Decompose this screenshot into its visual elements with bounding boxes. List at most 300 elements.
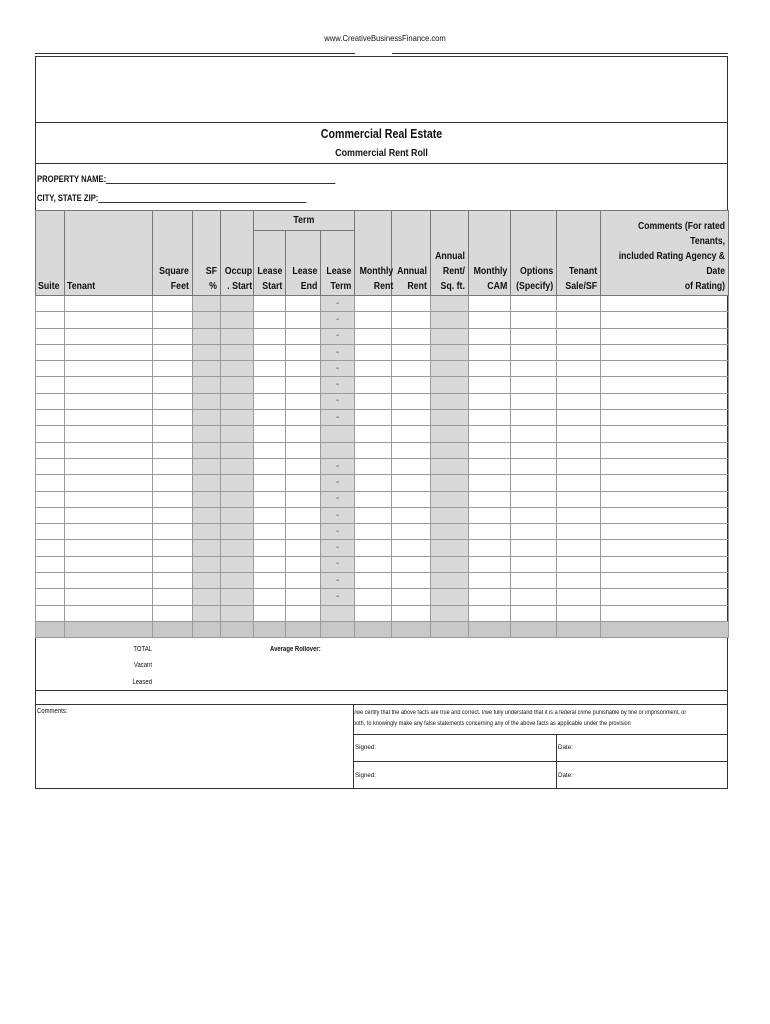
table-cell[interactable] (355, 344, 392, 360)
table-cell[interactable] (557, 589, 601, 605)
table-cell[interactable] (601, 296, 729, 312)
table-cell[interactable] (286, 410, 321, 426)
lease-term-cell[interactable]: - (321, 377, 355, 393)
table-cell[interactable] (469, 442, 511, 458)
table-cell[interactable] (557, 361, 601, 377)
table-cell[interactable] (511, 361, 557, 377)
table-cell[interactable] (601, 312, 729, 328)
table-cell[interactable] (511, 296, 557, 312)
table-cell[interactable] (557, 507, 601, 523)
table-cell[interactable] (193, 573, 221, 589)
lease-term-cell[interactable]: - (321, 475, 355, 491)
table-cell[interactable] (221, 589, 254, 605)
table-cell[interactable] (511, 442, 557, 458)
table-cell[interactable] (392, 328, 431, 344)
table-cell[interactable] (355, 491, 392, 507)
lease-term-cell[interactable]: - (321, 540, 355, 556)
table-cell[interactable] (392, 296, 431, 312)
table-cell[interactable] (557, 426, 601, 442)
property-name-field[interactable] (37, 174, 336, 184)
table-cell[interactable] (254, 475, 286, 491)
table-cell[interactable] (601, 361, 729, 377)
table-cell[interactable] (286, 524, 321, 540)
table-cell[interactable] (557, 410, 601, 426)
table-cell[interactable] (65, 556, 153, 572)
lease-term-cell[interactable]: - (321, 458, 355, 474)
table-cell[interactable] (153, 426, 193, 442)
table-cell[interactable] (193, 475, 221, 491)
table-cell[interactable] (601, 328, 729, 344)
table-cell[interactable] (392, 312, 431, 328)
table-cell[interactable] (286, 393, 321, 409)
lease-term-cell[interactable]: - (321, 296, 355, 312)
table-cell[interactable] (221, 344, 254, 360)
table-cell[interactable] (36, 344, 65, 360)
lease-term-cell[interactable]: - (321, 393, 355, 409)
table-cell[interactable] (193, 556, 221, 572)
table-cell[interactable] (221, 507, 254, 523)
table-cell[interactable] (392, 442, 431, 458)
table-cell[interactable] (254, 605, 286, 621)
table-cell[interactable] (392, 426, 431, 442)
table-cell[interactable] (511, 573, 557, 589)
table-cell[interactable] (355, 556, 392, 572)
table-cell[interactable] (511, 344, 557, 360)
table-cell[interactable] (254, 458, 286, 474)
table-cell[interactable] (557, 524, 601, 540)
table-cell[interactable] (153, 589, 193, 605)
table-cell[interactable] (153, 312, 193, 328)
table-cell[interactable] (431, 442, 469, 458)
table-cell[interactable] (65, 524, 153, 540)
table-cell[interactable] (392, 361, 431, 377)
table-cell[interactable] (431, 296, 469, 312)
table-cell[interactable] (254, 361, 286, 377)
table-cell[interactable] (431, 361, 469, 377)
table-cell[interactable] (65, 540, 153, 556)
table-cell[interactable] (65, 377, 153, 393)
table-cell[interactable] (65, 589, 153, 605)
table-cell[interactable] (65, 296, 153, 312)
lease-term-cell[interactable]: - (321, 361, 355, 377)
table-cell[interactable] (355, 393, 392, 409)
table-cell[interactable] (392, 377, 431, 393)
table-cell[interactable] (221, 556, 254, 572)
table-cell[interactable] (153, 377, 193, 393)
table-cell[interactable] (392, 573, 431, 589)
table-cell[interactable] (153, 296, 193, 312)
table-cell[interactable] (431, 507, 469, 523)
table-cell[interactable] (557, 393, 601, 409)
table-cell[interactable] (469, 524, 511, 540)
table-cell[interactable] (221, 426, 254, 442)
table-cell[interactable] (469, 361, 511, 377)
table-cell[interactable] (254, 556, 286, 572)
table-cell[interactable] (153, 540, 193, 556)
table-cell[interactable] (431, 328, 469, 344)
table-cell[interactable] (254, 442, 286, 458)
table-cell[interactable] (392, 393, 431, 409)
table-cell[interactable] (254, 344, 286, 360)
table-cell[interactable] (254, 312, 286, 328)
table-cell[interactable] (392, 344, 431, 360)
table-cell[interactable] (36, 328, 65, 344)
table-cell[interactable] (557, 377, 601, 393)
table-cell[interactable] (392, 475, 431, 491)
table-cell[interactable] (469, 377, 511, 393)
table-cell[interactable] (392, 605, 431, 621)
table-cell[interactable] (469, 312, 511, 328)
table-cell[interactable] (221, 312, 254, 328)
table-cell[interactable] (431, 605, 469, 621)
table-cell[interactable] (193, 296, 221, 312)
lease-term-cell[interactable]: - (321, 507, 355, 523)
table-cell[interactable] (431, 556, 469, 572)
table-cell[interactable] (36, 458, 65, 474)
table-cell[interactable] (557, 573, 601, 589)
table-cell[interactable] (511, 458, 557, 474)
table-cell[interactable] (511, 507, 557, 523)
table-cell[interactable] (36, 393, 65, 409)
table-cell[interactable] (511, 377, 557, 393)
table-cell[interactable] (286, 426, 321, 442)
table-cell[interactable] (65, 573, 153, 589)
table-cell[interactable] (153, 524, 193, 540)
table-cell[interactable] (286, 458, 321, 474)
table-cell[interactable] (601, 507, 729, 523)
table-cell[interactable] (469, 491, 511, 507)
lease-term-cell[interactable] (321, 605, 355, 621)
table-cell[interactable] (557, 312, 601, 328)
table-cell[interactable] (392, 589, 431, 605)
table-cell[interactable] (601, 442, 729, 458)
table-cell[interactable] (469, 426, 511, 442)
table-cell[interactable] (557, 491, 601, 507)
table-cell[interactable] (221, 393, 254, 409)
table-cell[interactable] (254, 377, 286, 393)
table-cell[interactable] (355, 458, 392, 474)
table-cell[interactable] (557, 344, 601, 360)
table-cell[interactable] (153, 410, 193, 426)
table-cell[interactable] (601, 605, 729, 621)
table-cell[interactable] (193, 540, 221, 556)
table-cell[interactable] (557, 556, 601, 572)
table-cell[interactable] (153, 442, 193, 458)
table-cell[interactable] (286, 605, 321, 621)
table-cell[interactable] (36, 556, 65, 572)
table-cell[interactable] (36, 442, 65, 458)
lease-term-cell[interactable]: - (321, 573, 355, 589)
table-cell[interactable] (286, 361, 321, 377)
table-cell[interactable] (65, 491, 153, 507)
table-cell[interactable] (557, 458, 601, 474)
table-cell[interactable] (221, 410, 254, 426)
date-field-2[interactable]: Date: (558, 772, 573, 779)
city-state-zip-line[interactable] (98, 193, 306, 203)
table-cell[interactable] (286, 507, 321, 523)
table-cell[interactable] (469, 410, 511, 426)
table-cell[interactable] (355, 573, 392, 589)
property-name-line[interactable] (106, 174, 336, 184)
table-cell[interactable] (286, 475, 321, 491)
table-cell[interactable] (221, 475, 254, 491)
table-cell[interactable] (221, 442, 254, 458)
table-cell[interactable] (511, 556, 557, 572)
table-cell[interactable] (254, 507, 286, 523)
table-cell[interactable] (36, 524, 65, 540)
table-cell[interactable] (511, 475, 557, 491)
table-cell[interactable] (355, 361, 392, 377)
table-cell[interactable] (557, 328, 601, 344)
table-cell[interactable] (469, 393, 511, 409)
table-cell[interactable] (221, 328, 254, 344)
table-cell[interactable] (153, 507, 193, 523)
table-cell[interactable] (193, 361, 221, 377)
table-cell[interactable] (601, 393, 729, 409)
lease-term-cell[interactable]: - (321, 589, 355, 605)
table-cell[interactable] (355, 377, 392, 393)
table-cell[interactable] (286, 344, 321, 360)
table-cell[interactable] (36, 377, 65, 393)
table-cell[interactable] (193, 589, 221, 605)
table-cell[interactable] (153, 556, 193, 572)
table-cell[interactable] (469, 573, 511, 589)
table-cell[interactable] (469, 605, 511, 621)
table-cell[interactable] (601, 524, 729, 540)
table-cell[interactable] (36, 426, 65, 442)
table-cell[interactable] (153, 361, 193, 377)
lease-term-cell[interactable]: - (321, 344, 355, 360)
table-cell[interactable] (355, 507, 392, 523)
table-cell[interactable] (355, 540, 392, 556)
table-cell[interactable] (221, 524, 254, 540)
table-cell[interactable] (601, 491, 729, 507)
table-cell[interactable] (36, 540, 65, 556)
table-cell[interactable] (254, 524, 286, 540)
table-cell[interactable] (65, 507, 153, 523)
lease-term-cell[interactable]: - (321, 328, 355, 344)
table-cell[interactable] (36, 361, 65, 377)
table-cell[interactable] (469, 475, 511, 491)
table-cell[interactable] (221, 361, 254, 377)
lease-term-cell[interactable] (321, 442, 355, 458)
table-cell[interactable] (392, 410, 431, 426)
table-cell[interactable] (469, 458, 511, 474)
table-cell[interactable] (65, 475, 153, 491)
table-cell[interactable] (431, 475, 469, 491)
table-cell[interactable] (65, 393, 153, 409)
table-cell[interactable] (431, 312, 469, 328)
table-cell[interactable] (193, 410, 221, 426)
table-cell[interactable] (355, 328, 392, 344)
table-cell[interactable] (431, 573, 469, 589)
table-cell[interactable] (511, 524, 557, 540)
table-cell[interactable] (153, 573, 193, 589)
table-cell[interactable] (36, 507, 65, 523)
table-cell[interactable] (431, 393, 469, 409)
table-cell[interactable] (193, 605, 221, 621)
table-cell[interactable] (355, 605, 392, 621)
table-cell[interactable] (469, 556, 511, 572)
table-cell[interactable] (511, 589, 557, 605)
table-cell[interactable] (286, 328, 321, 344)
table-cell[interactable] (193, 344, 221, 360)
lease-term-cell[interactable]: - (321, 410, 355, 426)
table-cell[interactable] (601, 540, 729, 556)
table-cell[interactable] (601, 458, 729, 474)
table-cell[interactable] (431, 426, 469, 442)
table-cell[interactable] (193, 458, 221, 474)
table-cell[interactable] (65, 328, 153, 344)
table-cell[interactable] (601, 556, 729, 572)
table-cell[interactable] (469, 589, 511, 605)
table-cell[interactable] (511, 312, 557, 328)
table-cell[interactable] (431, 491, 469, 507)
table-cell[interactable] (431, 458, 469, 474)
table-cell[interactable] (65, 410, 153, 426)
table-cell[interactable] (431, 589, 469, 605)
lease-term-cell[interactable]: - (321, 491, 355, 507)
table-cell[interactable] (392, 540, 431, 556)
date-field-1[interactable]: Date: (558, 744, 573, 751)
table-cell[interactable] (221, 491, 254, 507)
table-cell[interactable] (221, 296, 254, 312)
table-cell[interactable] (193, 442, 221, 458)
table-cell[interactable] (511, 605, 557, 621)
table-cell[interactable] (286, 312, 321, 328)
table-cell[interactable] (511, 426, 557, 442)
table-cell[interactable] (511, 491, 557, 507)
table-cell[interactable] (431, 344, 469, 360)
table-cell[interactable] (557, 442, 601, 458)
table-cell[interactable] (355, 426, 392, 442)
table-cell[interactable] (601, 573, 729, 589)
table-cell[interactable] (36, 475, 65, 491)
table-cell[interactable] (286, 491, 321, 507)
table-cell[interactable] (557, 475, 601, 491)
table-cell[interactable] (469, 540, 511, 556)
table-cell[interactable] (286, 589, 321, 605)
table-cell[interactable] (153, 475, 193, 491)
table-cell[interactable] (286, 556, 321, 572)
table-cell[interactable] (65, 458, 153, 474)
table-cell[interactable] (221, 540, 254, 556)
table-cell[interactable] (65, 442, 153, 458)
table-cell[interactable] (469, 296, 511, 312)
table-cell[interactable] (254, 296, 286, 312)
table-cell[interactable] (193, 393, 221, 409)
table-cell[interactable] (153, 328, 193, 344)
table-cell[interactable] (65, 312, 153, 328)
table-cell[interactable] (193, 328, 221, 344)
table-cell[interactable] (193, 524, 221, 540)
table-cell[interactable] (601, 377, 729, 393)
table-cell[interactable] (254, 573, 286, 589)
comments-area[interactable] (36, 718, 352, 788)
table-cell[interactable] (511, 393, 557, 409)
signed-field-2[interactable]: Signed: (355, 772, 376, 779)
table-cell[interactable] (511, 540, 557, 556)
table-cell[interactable] (36, 589, 65, 605)
table-cell[interactable] (36, 410, 65, 426)
table-cell[interactable] (601, 475, 729, 491)
table-cell[interactable] (193, 312, 221, 328)
table-cell[interactable] (254, 540, 286, 556)
table-cell[interactable] (392, 458, 431, 474)
table-cell[interactable] (431, 540, 469, 556)
table-cell[interactable] (557, 605, 601, 621)
table-cell[interactable] (286, 377, 321, 393)
table-cell[interactable] (193, 426, 221, 442)
table-cell[interactable] (355, 312, 392, 328)
lease-term-cell[interactable]: - (321, 524, 355, 540)
table-cell[interactable] (36, 312, 65, 328)
table-cell[interactable] (286, 573, 321, 589)
table-cell[interactable] (65, 344, 153, 360)
table-cell[interactable] (355, 442, 392, 458)
table-cell[interactable] (355, 410, 392, 426)
table-cell[interactable] (286, 540, 321, 556)
table-cell[interactable] (392, 507, 431, 523)
table-cell[interactable] (355, 296, 392, 312)
table-cell[interactable] (254, 328, 286, 344)
table-cell[interactable] (392, 556, 431, 572)
table-cell[interactable] (254, 393, 286, 409)
table-cell[interactable] (254, 426, 286, 442)
table-cell[interactable] (469, 344, 511, 360)
table-cell[interactable] (431, 377, 469, 393)
table-cell[interactable] (36, 573, 65, 589)
table-cell[interactable] (557, 540, 601, 556)
table-cell[interactable] (254, 410, 286, 426)
table-cell[interactable] (601, 344, 729, 360)
table-cell[interactable] (392, 491, 431, 507)
table-cell[interactable] (254, 491, 286, 507)
table-cell[interactable] (355, 524, 392, 540)
table-cell[interactable] (221, 573, 254, 589)
table-cell[interactable] (601, 589, 729, 605)
table-cell[interactable] (36, 491, 65, 507)
table-cell[interactable] (153, 458, 193, 474)
table-cell[interactable] (431, 410, 469, 426)
lease-term-cell[interactable]: - (321, 312, 355, 328)
table-cell[interactable] (221, 377, 254, 393)
table-cell[interactable] (431, 524, 469, 540)
table-cell[interactable] (355, 589, 392, 605)
signed-field-1[interactable]: Signed: (355, 744, 376, 751)
table-cell[interactable] (286, 442, 321, 458)
table-cell[interactable] (601, 426, 729, 442)
table-cell[interactable] (65, 426, 153, 442)
lease-term-cell[interactable] (321, 426, 355, 442)
table-cell[interactable] (511, 328, 557, 344)
table-cell[interactable] (221, 605, 254, 621)
table-cell[interactable] (65, 605, 153, 621)
table-cell[interactable] (469, 328, 511, 344)
table-cell[interactable] (36, 605, 65, 621)
table-cell[interactable] (153, 491, 193, 507)
table-cell[interactable] (254, 589, 286, 605)
table-cell[interactable] (221, 458, 254, 474)
table-cell[interactable] (286, 296, 321, 312)
city-state-zip-field[interactable] (37, 193, 307, 203)
table-cell[interactable] (601, 410, 729, 426)
table-cell[interactable] (355, 475, 392, 491)
table-cell[interactable] (153, 605, 193, 621)
table-cell[interactable] (65, 361, 153, 377)
table-cell[interactable] (153, 393, 193, 409)
lease-term-cell[interactable]: - (321, 556, 355, 572)
